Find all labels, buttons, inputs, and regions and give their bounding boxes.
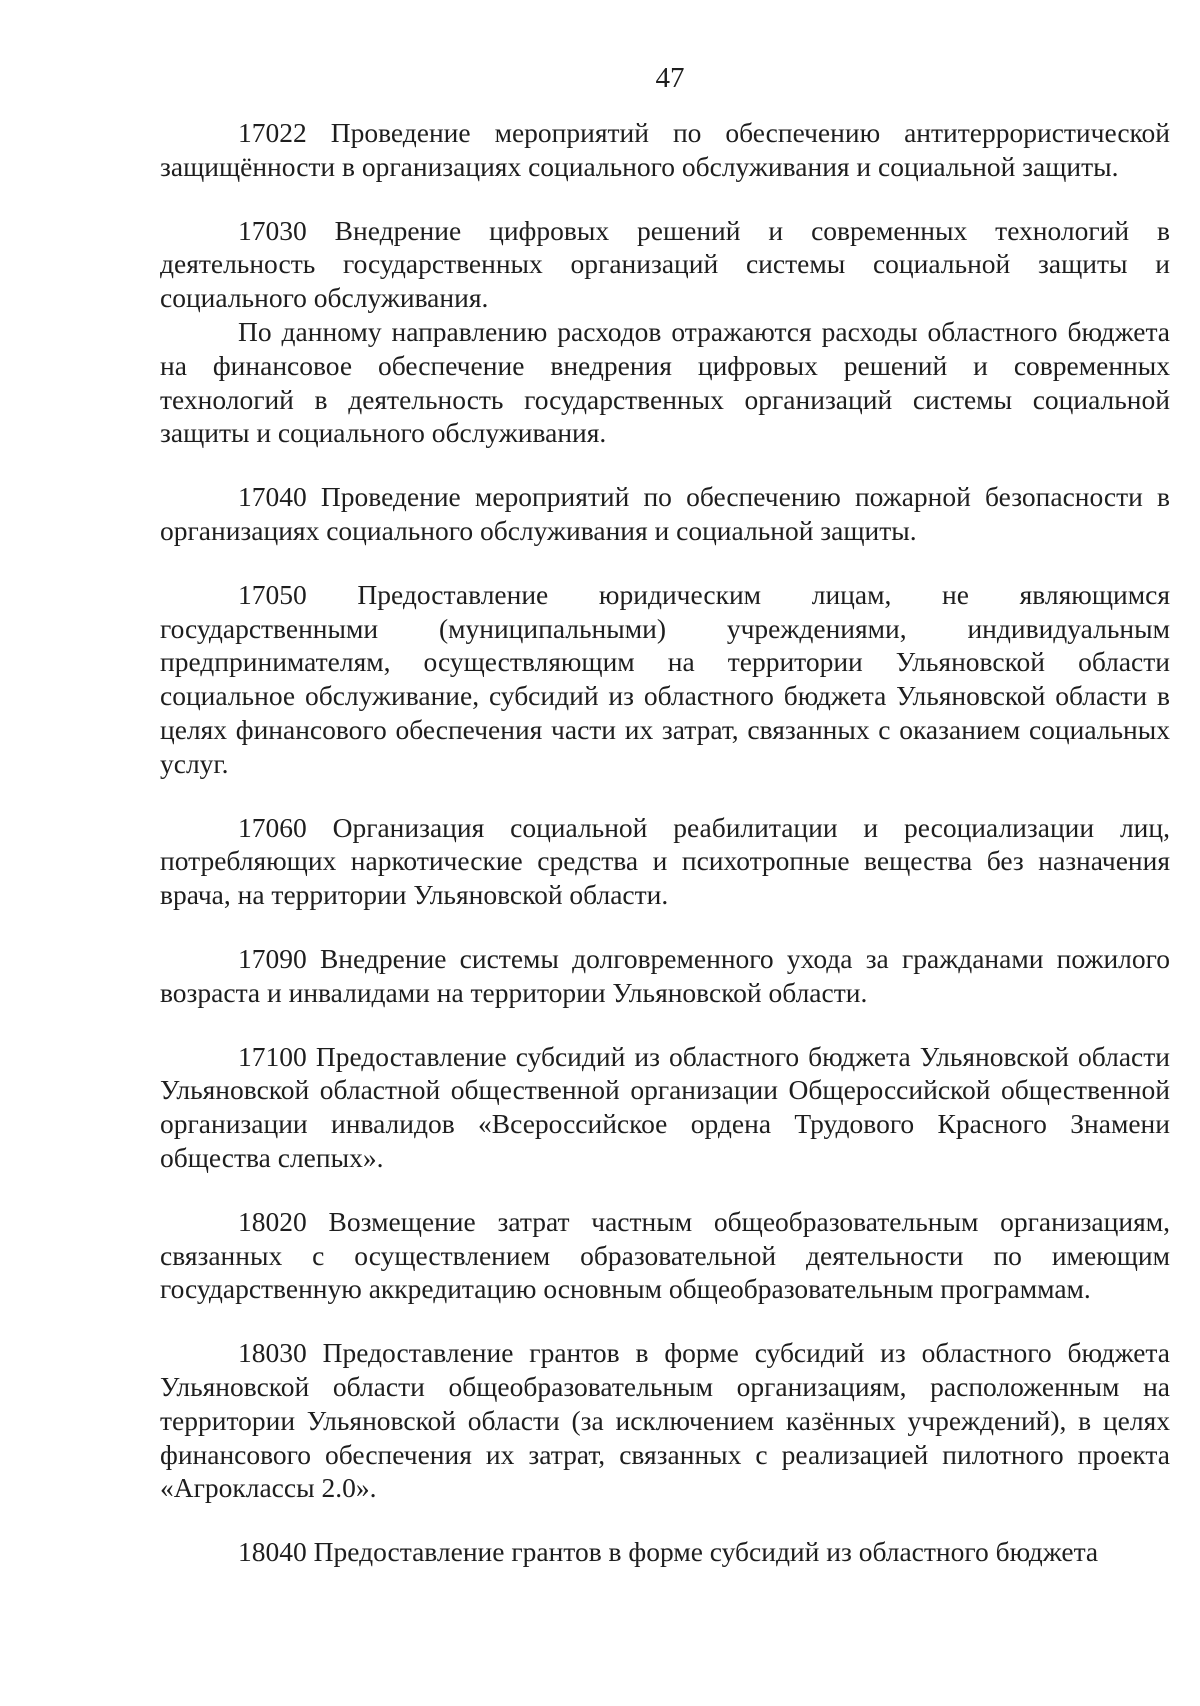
paragraph-17060: 17060 Организация социальной реабилитации и ресоциализации лиц, потребляющих наркотические средства и психотропные вещества без назначения врача, на территории Ульяновской области. — [160, 811, 1170, 911]
paragraph-18020: 18020 Возмещение затрат частным общеобразовательным организациям, связанных с осуществлением образовательной деятельности по имеющим государственную аккредитацию основным общеобразовательным программам. — [160, 1205, 1170, 1305]
paragraph-17050: 17050 Предоставление юридическим лицам, не являющимся государственными (муниципальными) учреждениями, индивидуальным предпринимателям, осуществляющим на территории Ульяновской области социальное обслуживание, субсидий из областного бюджета Ульяновской области в целях финансового обеспечения части их затрат, связанных с оказанием социальных услуг. — [160, 578, 1170, 779]
document-body — [160, 116, 1170, 1569]
paragraph-18030: 18030 Предоставление грантов в форме субсидий из областного бюджета Ульяновской области общеобразовательным организациям, расположенным на территории Ульяновской области (за исключением казённых учреждений), в целях финансового обеспечения их затрат, связанных с реализацией пилотного проекта «Агроклассы 2.0». — [160, 1337, 1170, 1504]
paragraph-17100: 17100 Предоставление субсидий из областного бюджета Ульяновской области Ульяновской областной общественной организации Общероссийской общественной организации инвалидов «Всероссийское ордена Трудового Красного Знамени общества слепых». — [160, 1040, 1170, 1173]
paragraph-17030: 17030 Внедрение цифровых решений и современных технологий в деятельность государственных организаций системы социальной защиты и социального обслуживания. — [160, 214, 1170, 314]
paragraph-17022: 17022 Проведение мероприятий по обеспечению антитеррористической защищённости в организациях социального обслуживания и социальной защиты. — [160, 117, 1170, 182]
paragraph-17090: 17090 Внедрение системы долговременного ухода за гражданами пожилого возраста и инвалидами на территории Ульяновской области. — [160, 942, 1170, 1008]
paragraph-17030-description: По данному направлению расходов отражаются расходы областного бюджета на финансовое обеспечение внедрения цифровых решений и современных технологий в деятельность государственных организаций системы социальной защиты и социального обслуживания. — [160, 315, 1170, 449]
paragraph-17040: 17040 Проведение мероприятий по обеспечению пожарной безопасности в организациях социального обслуживания и социальной защиты. — [160, 481, 1170, 546]
page-number: 47 — [655, 62, 685, 94]
paragraph-18040: 18040 Предоставление грантов в форме субсидий из областного бюджета — [238, 1536, 1099, 1568]
